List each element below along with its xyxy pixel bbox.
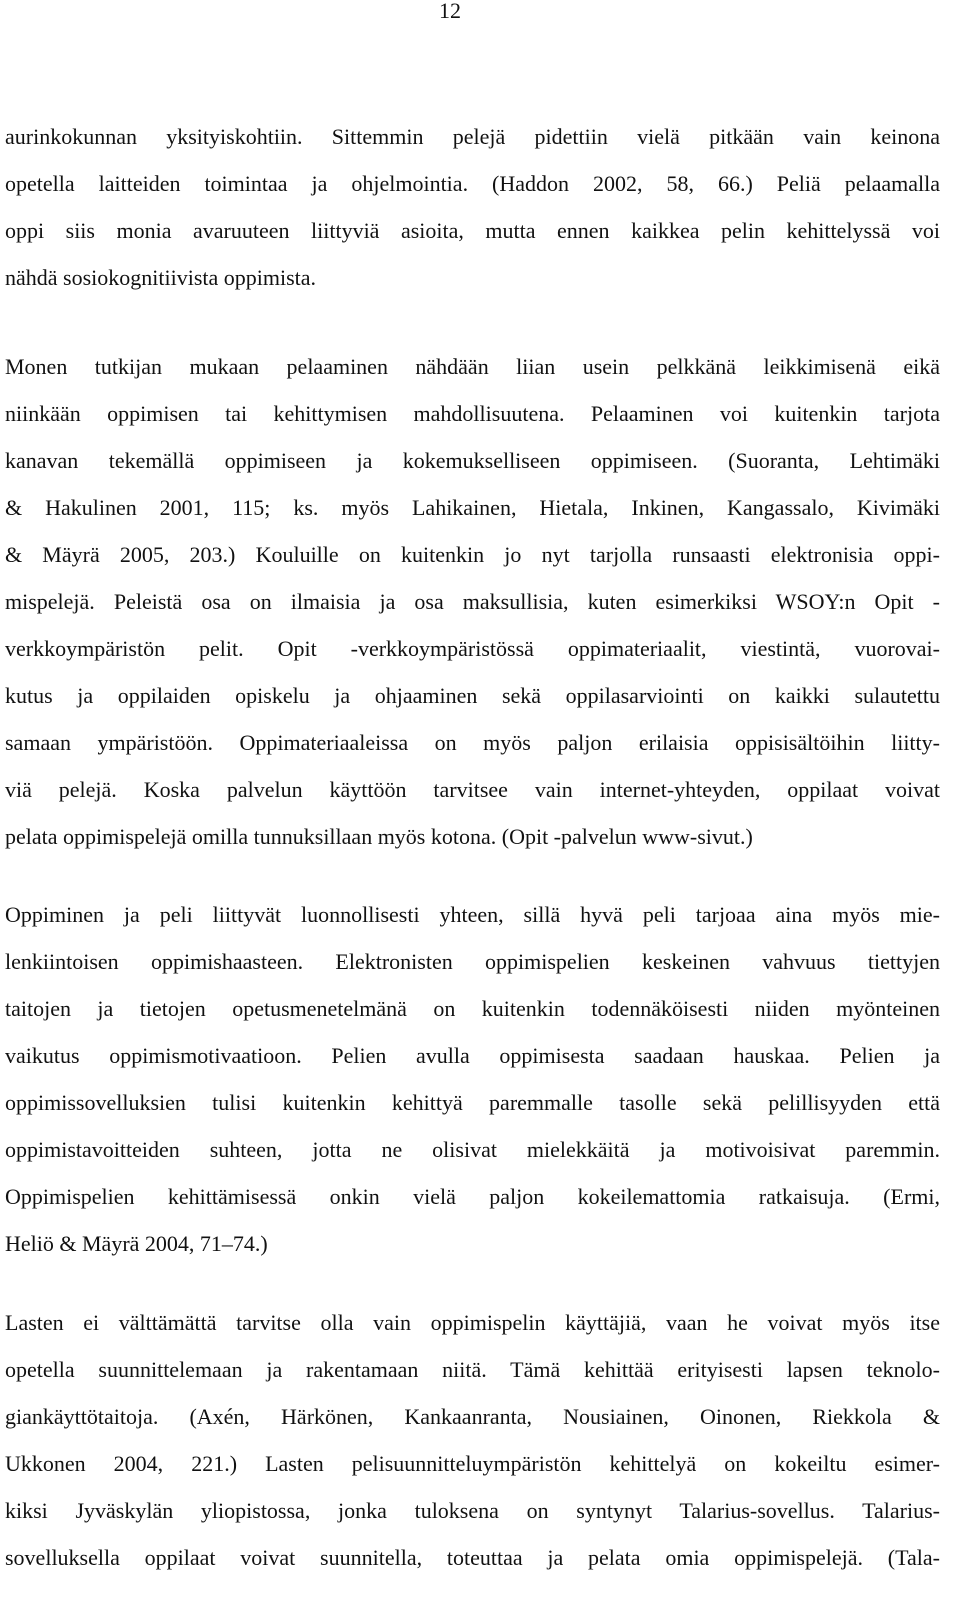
text-line: mispelejä. Peleistä osa on ilmaisia ja osa maksullisia, kuten esimerkiksi WSOY:n Opit -: [5, 589, 940, 614]
text-line: & Hakulinen 2001, 115; ks. myös Lahikainen, Hietala, Inkinen, Kangassalo, Kivimäki: [5, 495, 940, 520]
text-line: opetella laitteiden toimintaa ja ohjelmointia. (Haddon 2002, 58, 66.) Peliä pelaamalla: [5, 171, 940, 196]
text-line: samaan ympäristöön. Oppimateriaaleissa on myös paljon erilaisia oppisisältöihin liitty-: [5, 730, 940, 755]
text-line: viä pelejä. Koska palvelun käyttöön tarvitsee vain internet-yhteyden, oppilaat voivat: [5, 777, 940, 802]
text-line: & Mäyrä 2005, 203.) Kouluille on kuitenkin jo nyt tarjolla runsaasti elektronisia oppi-: [5, 542, 940, 567]
text-line: oppimissovelluksien tulisi kuitenkin kehittyä paremmalle tasolle sekä pelillisyyden että: [5, 1090, 940, 1115]
text-line: Monen tutkijan mukaan pelaaminen nähdään liian usein pelkkänä leikkimisenä eikä: [5, 354, 940, 379]
text-line: vaikutus oppimismotivaatioon. Pelien avulla oppimisesta saadaan hauskaa. Pelien ja: [5, 1043, 940, 1068]
text-line: niinkään oppimisen tai kehittymisen mahdollisuutena. Pelaaminen voi kuitenkin tarjota: [5, 401, 940, 426]
text-line: kanavan tekemällä oppimiseen ja kokemukselliseen oppimiseen. (Suoranta, Lehtimäki: [5, 448, 940, 473]
text-line: aurinkokunnan yksityiskohtiin. Sittemmin pelejä pidettiin vielä pitkään vain keinona: [5, 124, 940, 149]
text-line: nähdä sosiokognitiivista oppimista.: [5, 265, 317, 290]
paragraph-1: [5, 113, 940, 301]
text-line: verkkoympäristön pelit. Opit -verkkoympäristössä oppimateriaalit, viestintä, vuorovai-: [5, 636, 940, 661]
text-line: oppi siis monia avaruuteen liittyviä asioita, mutta ennen kaikkea pelin kehittelyssä voi: [5, 218, 940, 243]
text-line: oppimistavoitteiden suhteen, jotta ne olisivat mielekkäitä ja motivoisivat paremmin.: [5, 1137, 940, 1162]
text-line: Oppimispelien kehittämisessä onkin vielä paljon kokeilemattomia ratkaisuja. (Ermi,: [5, 1184, 940, 1209]
text-line: Lasten ei välttämättä tarvitse olla vain oppimispelin käyttäjiä, vaan he voivat myös itse: [5, 1310, 940, 1335]
text-line: sovelluksella oppilaat voivat suunnitella, toteuttaa ja pelata omia oppimispelejä. (Tala-: [5, 1545, 940, 1570]
text-line: taitojen ja tietojen opetusmenetelmänä on kuitenkin todennäköisesti niiden myönteinen: [5, 996, 940, 1021]
text-line: giankäyttötaitoja. (Axén, Härkönen, Kankaanranta, Nousiainen, Oinonen, Riekkola &: [5, 1404, 940, 1429]
text-line: opetella suunnittelemaan ja rakentamaan niitä. Tämä kehittää erityisesti lapsen teknolo-: [5, 1357, 940, 1382]
text-line: Oppiminen ja peli liittyvät luonnollisesti yhteen, sillä hyvä peli tarjoaa aina myös mie-: [5, 902, 940, 927]
paragraph-2: [5, 343, 940, 860]
text-line: Heliö & Mäyrä 2004, 71–74.): [5, 1231, 268, 1256]
paragraph-3: [5, 891, 940, 1267]
text-line: pelata oppimispelejä omilla tunnuksillaan myös kotona. (Opit -palvelun www-sivut.): [5, 824, 753, 849]
paragraph-4: [5, 1299, 940, 1581]
text-line: kiksi Jyväskylän yliopistossa, jonka tuloksena on syntynyt Talarius-sovellus. Talarius-: [5, 1498, 940, 1523]
text-line: lenkiintoisen oppimishaasteen. Elektronisten oppimispelien keskeinen vahvuus tiettyjen: [5, 949, 940, 974]
text-line: Ukkonen 2004, 221.) Lasten pelisuunnitteluympäristön kehittelyä on kokeiltu esimer-: [5, 1451, 940, 1476]
page-number: 12: [439, 0, 461, 23]
text-line: kutus ja oppilaiden opiskelu ja ohjaaminen sekä oppilasarviointi on kaikki sulautettu: [5, 683, 940, 708]
